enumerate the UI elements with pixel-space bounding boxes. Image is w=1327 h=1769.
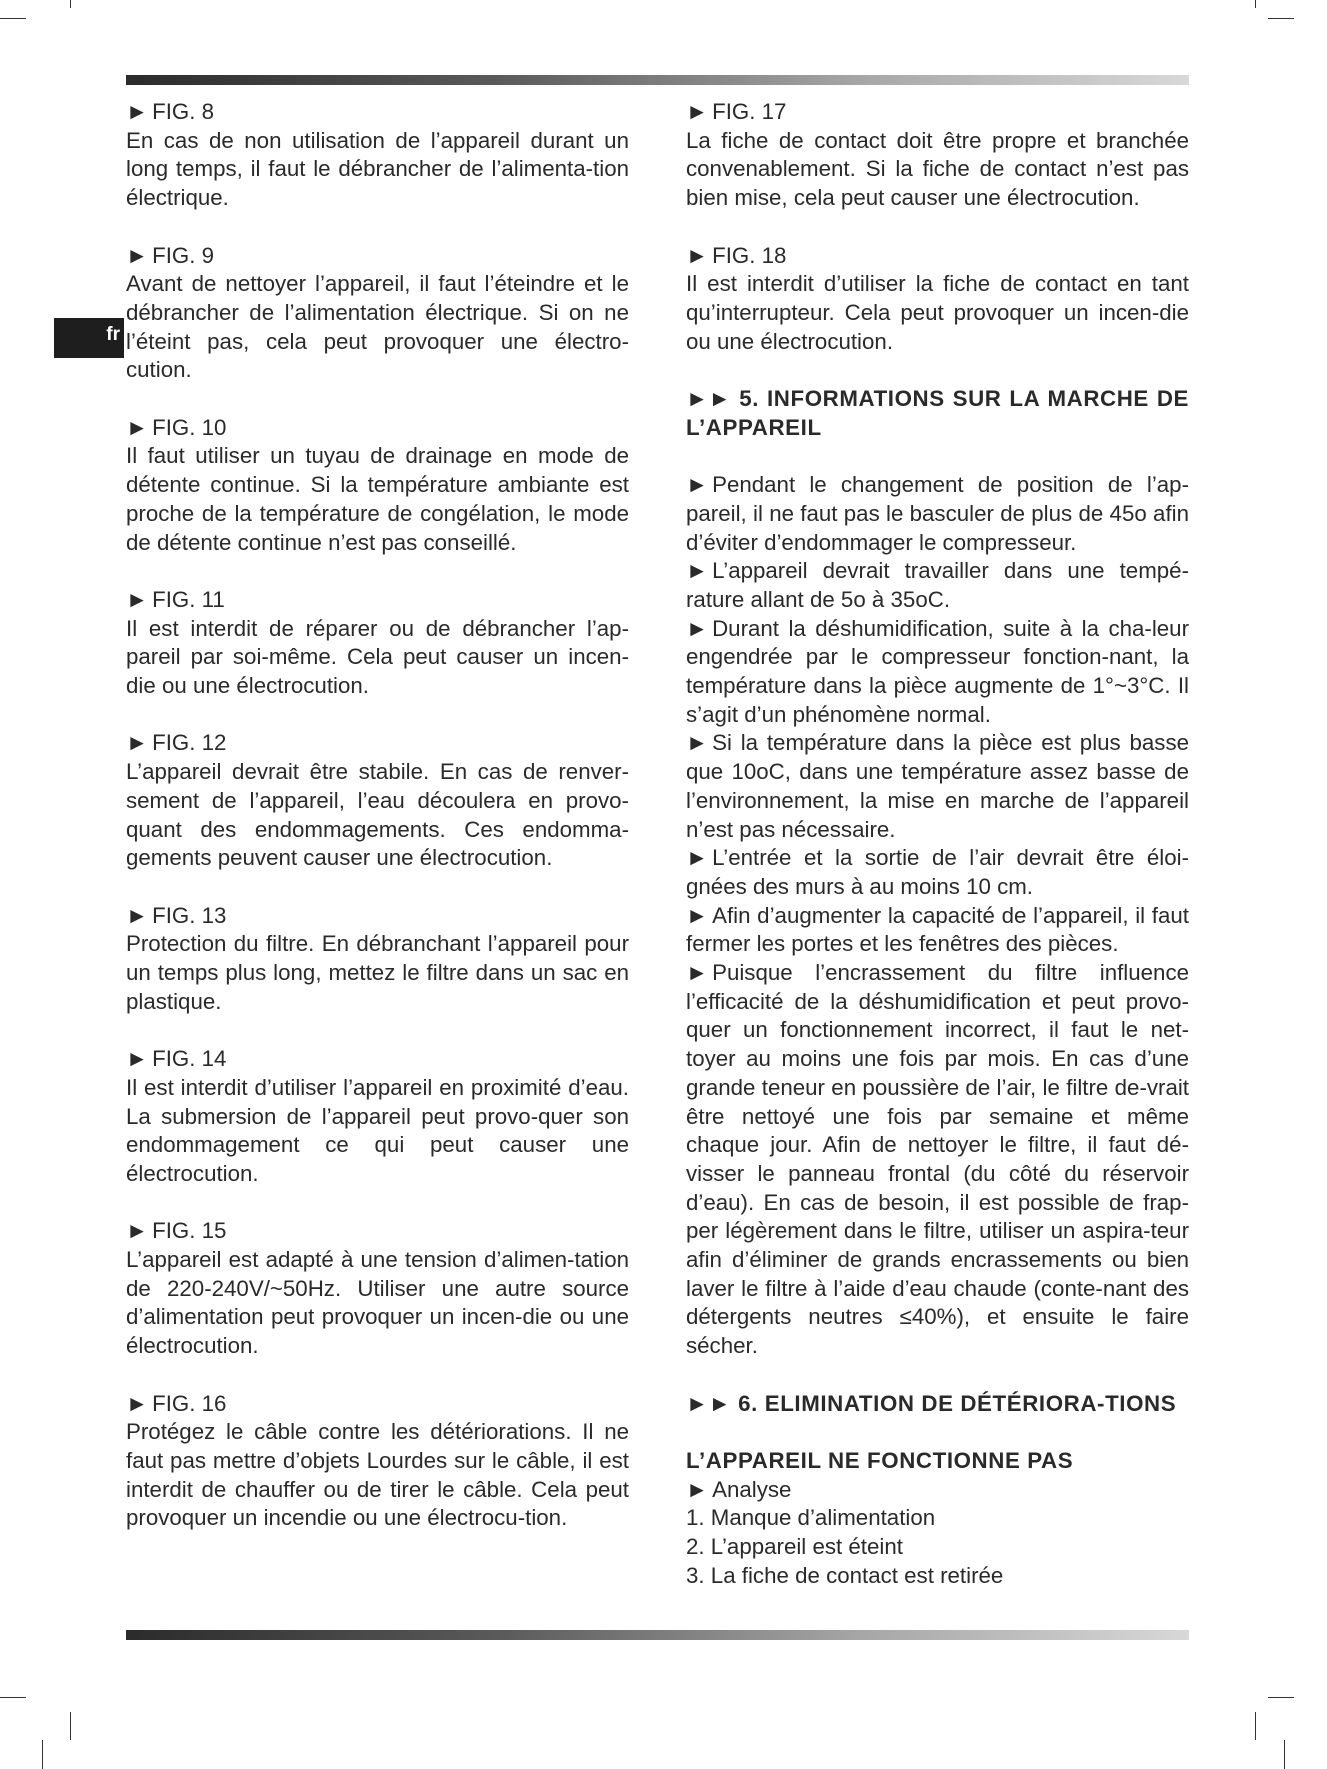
arrow-icon: ► (126, 99, 149, 124)
section-5-item: ► L’entrée et la sortie de l’air devrait être éloi-gnées des murs à au moins 10 cm. (686, 845, 1189, 899)
crop-mark (1268, 18, 1294, 19)
arrow-icon: ► (126, 730, 149, 756)
arrow-icon: ► (126, 414, 149, 440)
section-5-item: ► Durant la déshumidification, suite à la cha-leur engendrée par le compresseur fonction-nant, la température dans la pièce augmente de 1°~3°C. Il s’agit d’un phénomène normal. (686, 615, 1189, 727)
arrow-icon: ► (686, 902, 709, 928)
fig-16-text: Protégez le câble contre les détériorations. Il ne faut pas mettre d’objets Lourdes sur le câble, il est interdit de chauffer ou de tirer le câble. Cela peut provoquer un incendie ou une électrocu-tion. (126, 1419, 629, 1531)
arrow-icon: ► (126, 242, 149, 268)
left-column (126, 98, 629, 1533)
fig-16-label: ► FIG. 16 (126, 1390, 227, 1416)
fig-13-label: ► FIG. 13 (126, 902, 227, 928)
arrow-icon: ► (686, 960, 709, 986)
fig-14-label: ► FIG. 14 (126, 1046, 227, 1072)
language-tab: fr (54, 318, 124, 358)
arrow-icon: ► (686, 845, 709, 871)
fig-17-label: ► FIG. 17 (686, 99, 787, 124)
arrow-icon: ► (126, 1046, 149, 1072)
fig-8-text: En cas de non utilisation de l’appareil durant un long temps, il faut le débrancher de l’alimenta-tion électrique. (126, 127, 629, 211)
arrow-icon: ► (126, 1218, 149, 1244)
fig-13-text: Protection du filtre. En débranchant l’appareil pour un temps plus long, mettez le filtre dans un sac en plastique. (126, 931, 629, 1014)
fig-15-label: ► FIG. 15 (126, 1218, 227, 1244)
fig-10-label: ► FIG. 10 (126, 414, 227, 440)
fig-9-text: Avant de nettoyer l’appareil, il faut l’éteindre et le débrancher de l’alimentation électrique. Si on ne l’éteint pas, cela peut provoquer une électro-cution. (126, 271, 629, 383)
analyse-item: 2. L’appareil est éteint (686, 1534, 903, 1560)
arrow-icon: ► (126, 1390, 149, 1416)
fig-11-label: ► FIG. 11 (126, 586, 225, 612)
arrow-icon: ► (686, 615, 709, 641)
arrow-icon: ► (126, 902, 149, 928)
analyse-label: ► Analyse (686, 1476, 792, 1502)
arrow-icon: ► (686, 1476, 709, 1502)
arrow-icon: ► (686, 242, 709, 268)
fig-11-text: Il est interdit de réparer ou de débrancher l’ap-pareil par soi-même. Cela peut causer un incen-die ou une électrocution. (126, 615, 629, 699)
section-5-item: ► Si la température dans la pièce est plus basse que 10oC, dans une température assez basse de l’environnement, la mise en marche de l’appareil n’est pas nécessaire. (686, 730, 1189, 842)
section-6-heading: ►► 6. ELIMINATION DE DÉTÉRIORA-TIONS (686, 1390, 1177, 1416)
fig-18-text: Il est interdit d’utiliser la fiche de contact en tant qu’interrupteur. Cela peut provoquer un incen-die ou une électrocution. (686, 271, 1189, 354)
arrow-icon: ► (686, 99, 709, 124)
right-column (686, 98, 1189, 1590)
fig-8-label: ► FIG. 8 (126, 99, 215, 124)
section-5-heading: ►► 5. INFORMATIONS SUR LA MARCHE DE L’APPAREIL (686, 386, 1189, 440)
top-gradient-rule (126, 75, 1189, 85)
crop-mark (70, 0, 71, 8)
fig-15-text: L’appareil est adapté à une tension d’alimen-tation de 220-240V/~50Hz. Utiliser une autre source d’alimentation peut provoquer un incen-die ou une électrocution. (126, 1247, 629, 1359)
subsection-heading: L’APPAREIL NE FONCTIONNE PAS (686, 1447, 1074, 1473)
arrow-icon: ► (686, 558, 709, 584)
section-5-item: ► Afin d’augmenter la capacité de l’appareil, il faut fermer les portes et les fenêtres des pièces. (686, 902, 1189, 957)
fig-10-text: Il faut utiliser un tuyau de drainage en mode de détente continue. Si la température ambiante est proche de la température de congélation, le mode de détente continue n’est pas conseillé. (126, 443, 629, 555)
fig-12-text: L’appareil devrait être stabile. En cas de renver-sement de l’appareil, l’eau découlera en provo-quant des endommagements. Ces endomma-gements peuvent causer une électrocution. (126, 759, 629, 871)
fig-18-label: ► FIG. 18 (686, 242, 787, 268)
crop-mark (0, 18, 26, 19)
crop-mark (1268, 1697, 1294, 1698)
fig-14-text: Il est interdit d’utiliser l’appareil en proximité d’eau. La submersion de l’appareil peut provo-quer son endommagement ce qui peut causer une électrocution. (126, 1074, 629, 1186)
analyse-item: 1. Manque d’alimentation (686, 1505, 936, 1531)
crop-mark (1284, 1740, 1285, 1769)
crop-mark (1255, 0, 1256, 8)
bottom-gradient-rule (126, 1630, 1189, 1640)
arrow-icon: ► (126, 586, 149, 612)
arrow-icon: ► (686, 472, 709, 498)
fig-9-label: ► FIG. 9 (126, 242, 215, 268)
fig-17-text: La fiche de contact doit être propre et branchée convenablement. Si la fiche de contact n’est pas bien mise, cela peut causer une électrocution. (686, 127, 1189, 211)
crop-mark (1255, 1712, 1256, 1740)
section-5-item: ► Pendant le changement de position de l’ap-pareil, il ne faut pas le basculer de plus de 45o afin d’éviter d’endommager le compresseur. (686, 472, 1189, 555)
crop-mark (42, 1740, 43, 1769)
crop-mark (0, 1697, 26, 1698)
section-5-item: ► Puisque l’encrassement du filtre influence l’efficacité de la déshumidification et peut provo-quer un fonctionnement incorrect, il faut le net-toyer au moins une fois par mois. En cas d’une grande teneur en poussière de l’air, le filtre de-vrait être nettoyé une fois par semaine et même chaque jour. Afin de nettoyer le filtre, il faut dé-visser le panneau frontal (du côté du réservoir d’eau). En cas de besoin, il est possible de frap-per légèrement dans le filtre, utiliser un aspira-teur afin d’éliminer de grands encrassements ou bien laver le filtre à l’aide d’eau chaude (conte-nant des détergents neutres ≤40%), et ensuite le faire sécher. (686, 960, 1189, 1359)
section-5-item: ► L’appareil devrait travailler dans une tempé-rature allant de 5o à 35oC. (686, 558, 1189, 612)
analyse-item: 3. La fiche de contact est retirée (686, 1562, 1004, 1588)
arrow-icon: ► (686, 730, 709, 756)
fig-12-label: ► FIG. 12 (126, 730, 227, 756)
crop-mark (70, 1712, 71, 1740)
